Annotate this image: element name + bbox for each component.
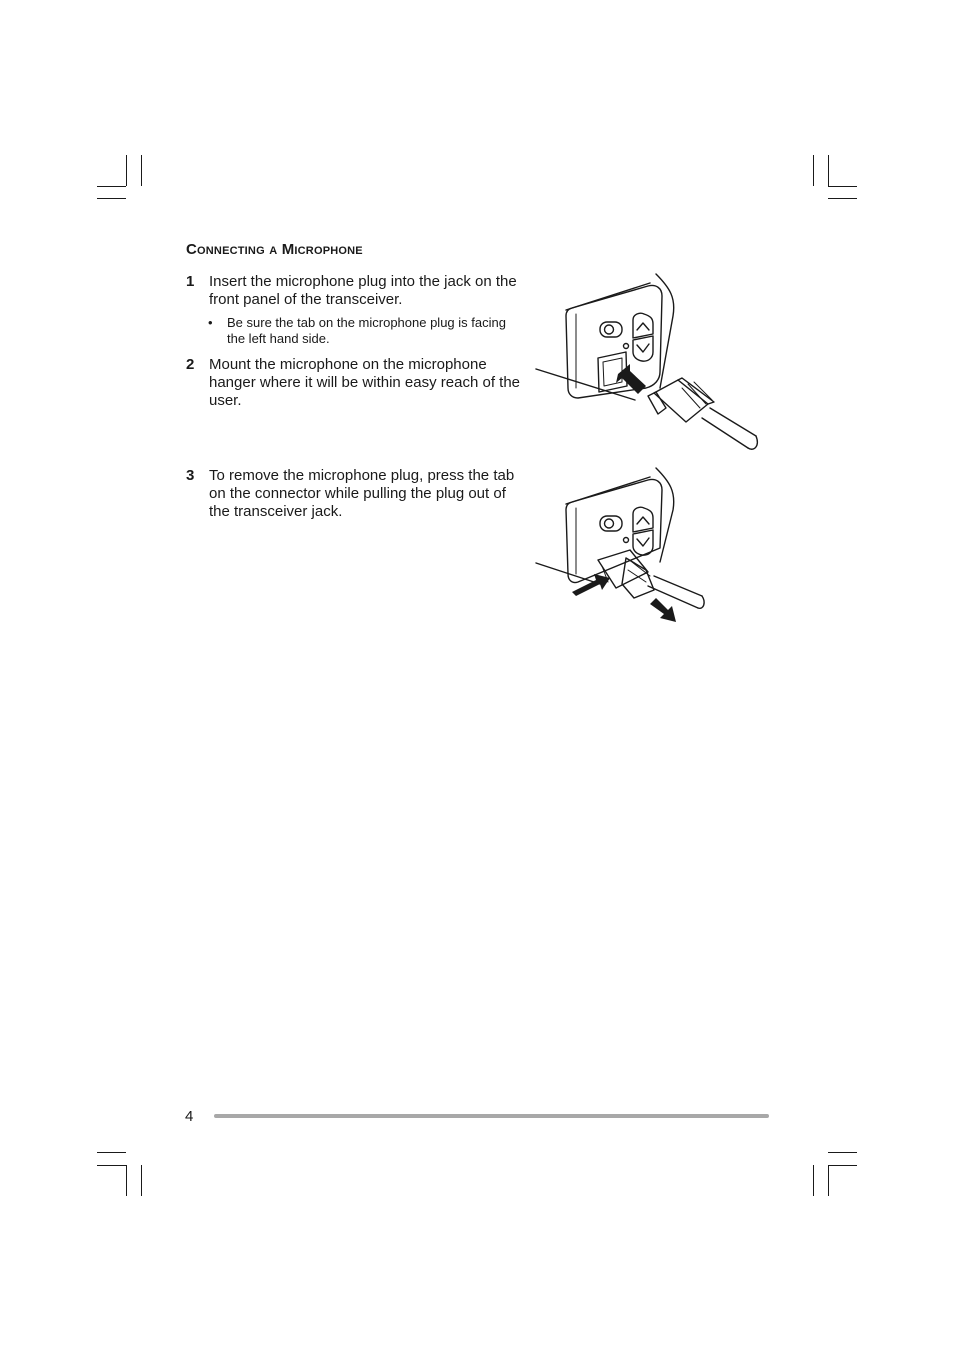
crop-mark bbox=[813, 1165, 814, 1196]
crop-mark bbox=[828, 1165, 857, 1166]
crop-mark bbox=[828, 1152, 857, 1153]
insert-plug-illustration bbox=[530, 268, 770, 463]
bullet-icon: • bbox=[208, 315, 213, 330]
crop-mark bbox=[97, 1165, 126, 1166]
crop-mark bbox=[97, 186, 126, 187]
footer-rule bbox=[214, 1114, 769, 1118]
crop-mark bbox=[828, 155, 829, 186]
note-text: Be sure the tab on the microphone plug is facing the left hand side. bbox=[227, 315, 506, 346]
step-number: 2 bbox=[186, 356, 195, 373]
crop-mark bbox=[97, 1152, 126, 1153]
step-text: Mount the microphone on the microphone hanger where it will be within easy reach of the user. bbox=[209, 356, 521, 409]
crop-mark bbox=[813, 155, 814, 186]
step-text: Insert the microphone plug into the jack on the front panel of the transceiver. bbox=[209, 273, 517, 308]
crop-mark bbox=[141, 155, 142, 186]
remove-plug-illustration bbox=[530, 462, 770, 632]
crop-mark bbox=[126, 1165, 127, 1196]
crop-mark bbox=[141, 1165, 142, 1196]
crop-mark bbox=[828, 198, 857, 199]
step-number: 1 bbox=[186, 273, 195, 290]
page-number: 4 bbox=[185, 1108, 194, 1125]
step-text: To remove the microphone plug, press the tab on the connector while pulling the plug out of the transceiver jack. bbox=[209, 467, 515, 520]
crop-mark bbox=[97, 198, 126, 199]
crop-mark bbox=[126, 155, 127, 186]
step-number: 3 bbox=[186, 467, 195, 484]
crop-mark bbox=[828, 186, 857, 187]
crop-mark bbox=[828, 1165, 829, 1196]
section-title: Connecting a Microphone bbox=[186, 241, 363, 258]
